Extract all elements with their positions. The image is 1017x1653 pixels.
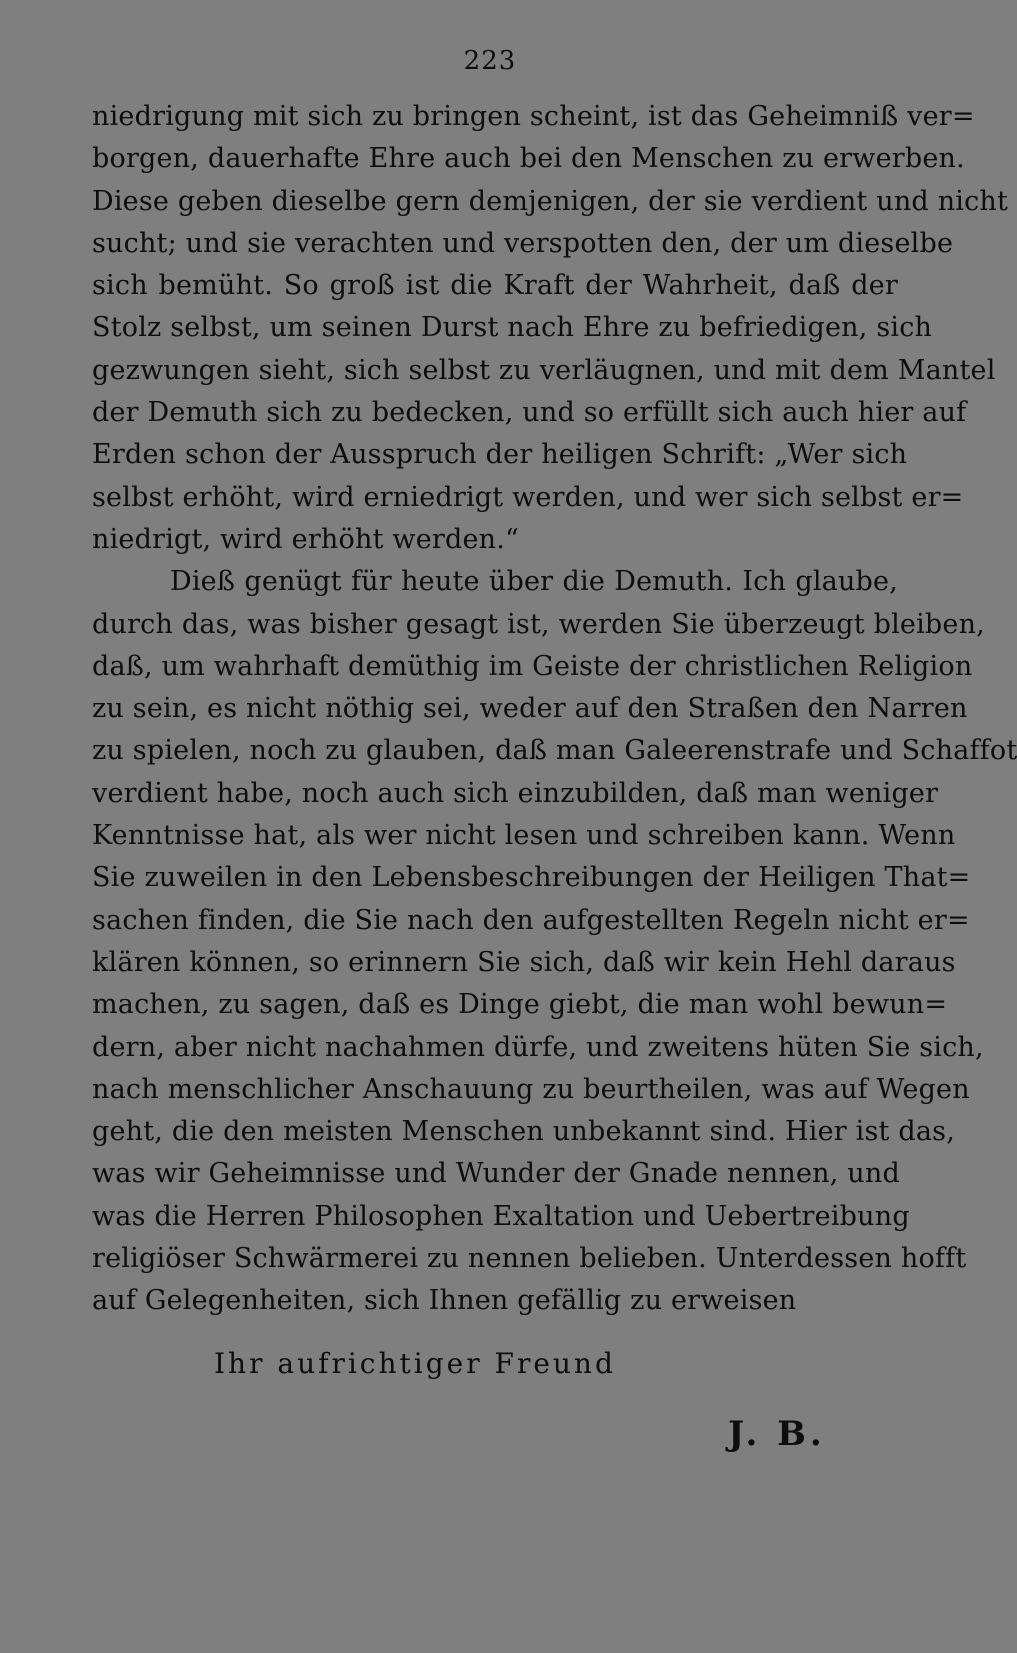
text-line: Sie zuweilen in den Lebensbeschreibungen der Heiligen That= <box>92 862 971 894</box>
text-line: Erden schon der Ausspruch der heiligen Schrift: „Wer sich <box>92 439 908 471</box>
text-line: durch das, was bisher gesagt ist, werden Sie überzeugt bleiben, <box>92 608 985 640</box>
text-line: sachen finden, die Sie nach den aufgestellten Regeln nicht er= <box>92 904 970 936</box>
text-line: religiöser Schwärmerei zu nennen belieben. Unterdessen hofft <box>92 1243 967 1275</box>
text-line: Dieß genügt für heute über die Demuth. Ich glaube, <box>170 566 898 598</box>
text-line: nach menschlicher Anschauung zu beurtheilen, was auf Wegen <box>92 1073 970 1105</box>
text-line: borgen, dauerhafte Ehre auch bei den Menschen zu erwerben. <box>92 143 965 175</box>
text-line: niedrigt, wird erhöht werden.“ <box>92 523 520 555</box>
signature-initials: J. B. <box>728 1414 826 1454</box>
closing-salutation: Ihr aufrichtiger Freund <box>214 1347 616 1380</box>
text-line: Diese geben dieselbe gern demjenigen, der sie verdient und nicht <box>92 185 1009 217</box>
text-line: geht, die den meisten Menschen unbekannt sind. Hier ist das, <box>92 1116 956 1148</box>
text-line: klären können, so erinnern Sie sich, daß wir kein Hehl daraus <box>92 946 956 978</box>
text-line: zu spielen, noch zu glauben, daß man Galeerenstrafe und Schaffot <box>92 735 1017 767</box>
text-line: was die Herren Philosophen Exaltation und Uebertreibung <box>92 1200 910 1232</box>
text-line: Stolz selbst, um seinen Durst nach Ehre zu befriedigen, sich <box>92 312 933 344</box>
text-line: zu sein, es nicht nöthig sei, weder auf den Straßen den Narren <box>92 693 968 725</box>
page-number: 223 <box>463 46 517 76</box>
text-line: daß, um wahrhaft demüthig im Geiste der christlichen Religion <box>92 650 973 682</box>
text-line: was wir Geheimnisse und Wunder der Gnade nennen, und <box>92 1158 900 1190</box>
text-line: dern, aber nicht nachahmen dürfe, und zweitens hüten Sie sich, <box>92 1031 984 1063</box>
text-line: Kenntnisse hat, als wer nicht lesen und schreiben kann. Wenn <box>92 820 956 852</box>
text-line: selbst erhöht, wird erniedrigt werden, und wer sich selbst er= <box>92 481 964 513</box>
text-line: gezwungen sieht, sich selbst zu verläugnen, und mit dem Mantel <box>92 354 996 386</box>
body-text <box>92 96 1017 1323</box>
text-line: der Demuth sich zu bedecken, und so erfüllt sich auch hier auf <box>92 397 967 429</box>
text-line: verdient habe, noch auch sich einzubilden, daß man weniger <box>92 777 939 809</box>
text-line: sich bemüht. So groß ist die Kraft der Wahrheit, daß der <box>92 270 898 302</box>
text-line: auf Gelegenheiten, sich Ihnen gefällig zu erweisen <box>92 1285 797 1317</box>
text-line: machen, zu sagen, daß es Dinge giebt, die man wohl bewun= <box>92 989 948 1021</box>
text-line: niedrigung mit sich zu bringen scheint, ist das Geheimniß ver= <box>92 101 975 132</box>
text-line: sucht; und sie verachten und verspotten den, der um dieselbe <box>92 227 954 259</box>
